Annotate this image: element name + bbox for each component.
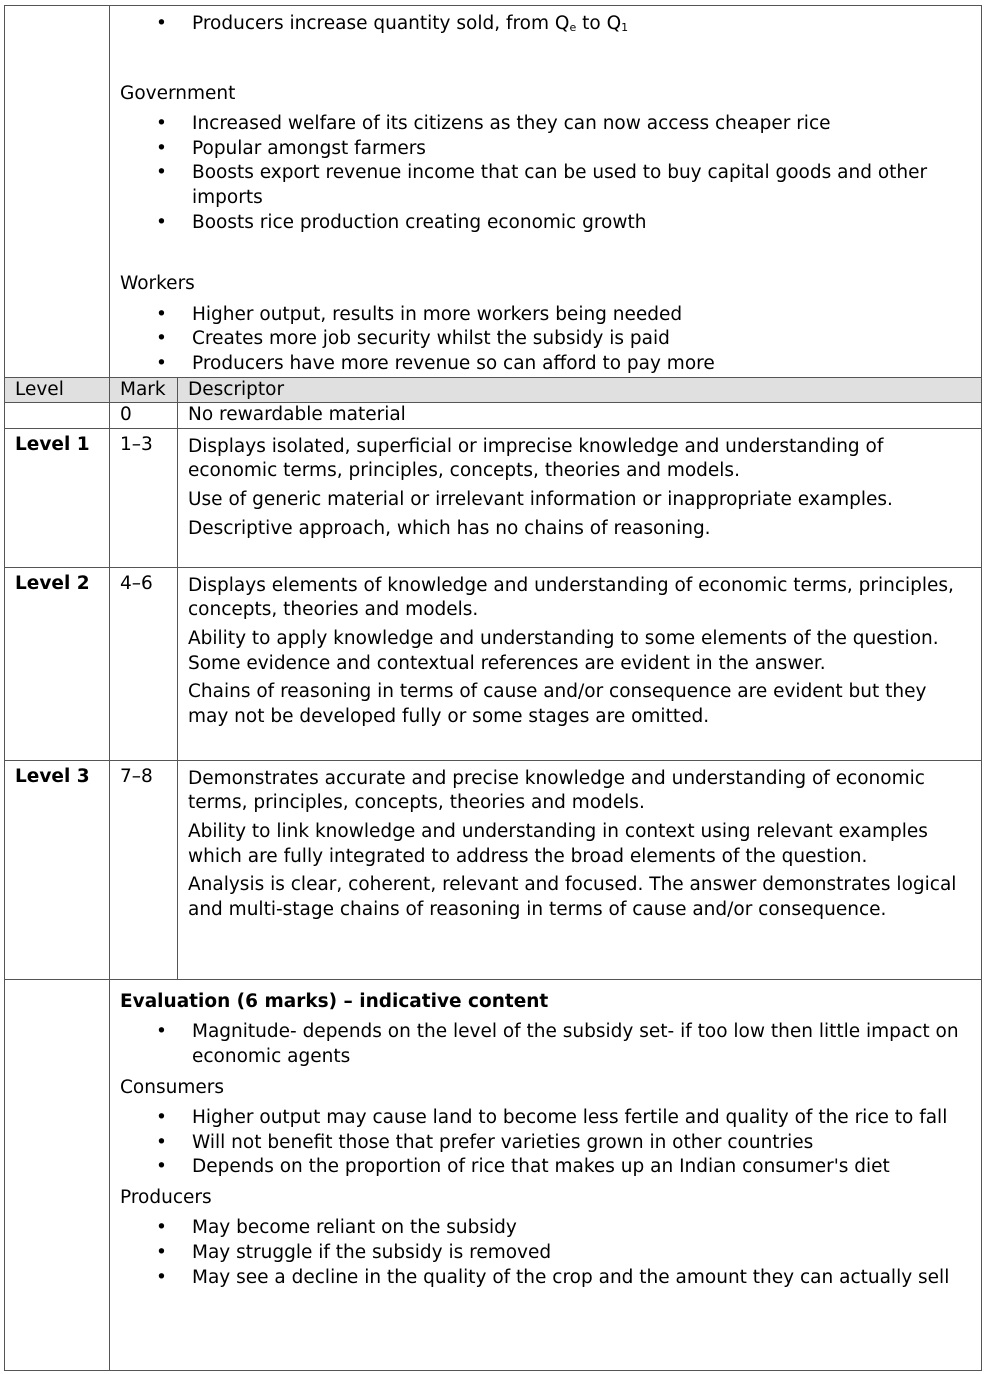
- section-heading: Consumers: [120, 1076, 224, 1098]
- empty-cell: [5, 979, 110, 1370]
- section-heading: Government: [120, 82, 236, 104]
- level-row: [5, 567, 982, 760]
- mark-cell: 4–6: [110, 567, 178, 760]
- descriptor-text: Ability to link knowledge and understanding in context using relevant examples which are fully integrated to address the broad elements of the question.: [188, 820, 928, 867]
- section-heading: Producers: [120, 1186, 212, 1208]
- bullet-item: • Will not benefit those that prefer varieties grown in other countries: [192, 1131, 971, 1156]
- level-row: [5, 403, 982, 429]
- level-cell: Level 3: [5, 760, 110, 979]
- bullet-item: • Popular amongst farmers: [192, 137, 971, 162]
- descriptor-cell: [178, 760, 982, 979]
- level-cell: [5, 403, 110, 429]
- level-cell: Level 2: [5, 567, 110, 760]
- section-heading: Workers: [120, 273, 195, 295]
- bullet-item: • May become reliant on the subsidy: [192, 1216, 971, 1241]
- evaluation-content: [110, 979, 982, 1370]
- indicative-content: [110, 6, 982, 378]
- bullet-item: • Higher output may cause land to become less fertile and quality of the rice to fall: [192, 1106, 971, 1131]
- bullet-item: • Magnitude- depends on the level of the subsidy set- if too low then little impact on economic agents: [192, 1020, 971, 1069]
- evaluation-title: Evaluation (6 marks) – indicative content: [120, 990, 549, 1012]
- bullet-item: • Higher output, results in more workers being needed: [192, 303, 971, 328]
- indicative-content-row: [5, 6, 982, 378]
- header-descriptor: Descriptor: [178, 377, 982, 403]
- descriptor-text: Ability to apply knowledge and understanding to some elements of the question. Some evidence and contextual references are evident in the answer.: [188, 627, 939, 674]
- bullet-item: • Boosts rice production creating economic growth: [192, 211, 971, 236]
- descriptor-text: Chains of reasoning in terms of cause and/or consequence are evident but they may not be developed fully or some stages are omitted.: [188, 681, 927, 727]
- descriptor-text: Displays elements of knowledge and understanding of economic terms, principles, concepts, theories and models.: [188, 574, 954, 621]
- empty-cell: [5, 6, 110, 378]
- descriptor-text: Analysis is clear, coherent, relevant and focused. The answer demonstrates logical and multi-stage chains of reasoning in terms of cause and/or consequence.: [188, 874, 957, 920]
- bullet-item: • Creates more job security whilst the subsidy is paid: [192, 327, 971, 352]
- header-level: Level: [5, 377, 110, 403]
- bullet-item: • Producers increase quantity sold, from $Q_e$ to $Q_1$: [192, 12, 971, 41]
- descriptor-text: Descriptive approach, which has no chains of reasoning.: [188, 517, 711, 539]
- bullet-item: • May struggle if the subsidy is removed: [192, 1241, 971, 1266]
- bullet-item: • Increased welfare of its citizens as they can now access cheaper rice: [192, 112, 971, 137]
- descriptor-cell: [178, 428, 982, 567]
- bullet-item: • May see a decline in the quality of the crop and the amount they can actually sell: [192, 1266, 971, 1291]
- mark-cell: 7–8: [110, 760, 178, 979]
- header-mark: Mark: [110, 377, 178, 403]
- bullet-item: • Boosts export revenue income that can be used to buy capital goods and other imports: [192, 161, 971, 210]
- bullet-item: • Depends on the proportion of rice that makes up an Indian consumer's diet: [192, 1155, 971, 1180]
- header-row: [5, 377, 982, 403]
- evaluation-row: [5, 979, 982, 1370]
- descriptor-text: Displays isolated, superficial or imprecise knowledge and understanding of economic terms, principles, concepts, theories and models.: [188, 435, 884, 482]
- mark-cell: 1–3: [110, 428, 178, 567]
- descriptor-cell: [178, 567, 982, 760]
- descriptor-text: Demonstrates accurate and precise knowledge and understanding of economic terms, principles, concepts, theories and models.: [188, 767, 925, 814]
- bullet-item: • Producers have more revenue so can afford to pay more: [192, 352, 971, 377]
- mark-scheme-table: [4, 5, 982, 1371]
- descriptor-text: Use of generic material or irrelevant information or inappropriate examples.: [188, 488, 893, 510]
- descriptor-cell: No rewardable material: [178, 403, 982, 429]
- mark-cell: 0: [110, 403, 178, 429]
- level-row: [5, 760, 982, 979]
- level-cell: Level 1: [5, 428, 110, 567]
- level-row: [5, 428, 982, 567]
